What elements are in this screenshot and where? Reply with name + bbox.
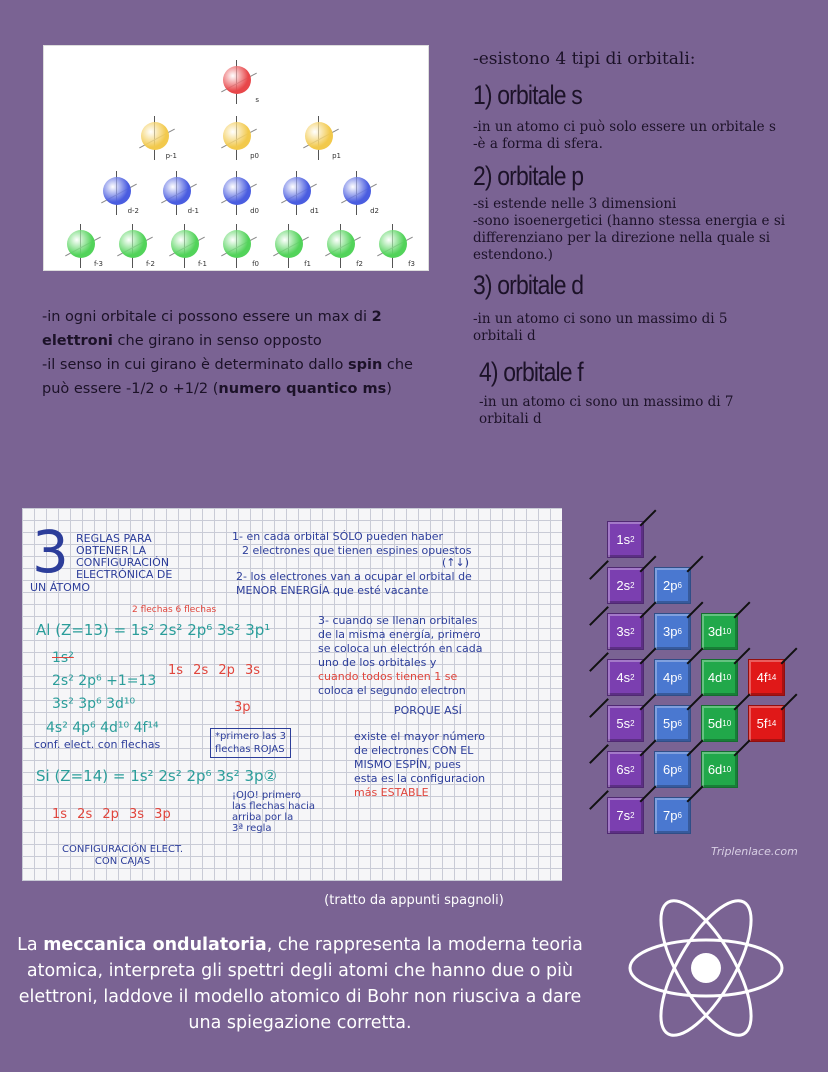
atom-icon [626,888,786,1048]
sublevel-5d: 5d 10 [701,705,738,742]
orbital-p-1 [133,116,175,158]
note-line: flechas ROJAS [215,744,285,755]
existe-line: existe el mayor número [354,730,485,743]
boxes-label: 1s 2s 2p 3s 3p [52,807,171,822]
existe-line: MISMO ESPÍN, pues [354,758,461,771]
orbital-row [44,116,428,158]
si-configuration: Si (Z=14) = 1s² 2s² 2p⁶ 3s² 3p② [36,767,277,785]
arrow-icon [589,744,609,764]
orbital-row [44,171,428,213]
note-line: *primero las 3 [215,731,286,742]
diagonal-line [640,510,657,527]
orbital-row [44,224,428,266]
orbital-d0 [215,171,257,213]
electron-spin-paragraph [42,305,422,401]
orbital-s [215,60,257,102]
ojo-note [232,790,315,834]
diagonal-line [734,740,751,757]
existe-line: de electrones CON EL [354,744,474,757]
orbital-types-column [473,48,813,428]
orbital-label: f-1 [197,260,207,268]
orbital-label: f-2 [145,260,155,268]
section-title-p: 2) orbitale p [473,161,584,191]
orbital-f0 [215,224,257,266]
sublevel-2s: 2s 2 [607,567,644,604]
rule2: 2- los electrones van a ocupar el orbital de [236,570,472,583]
rule2: MENOR ENERGÍA que esté vacante [236,584,429,597]
text: che girano in senso opposto [112,333,322,349]
section-d-line: -in un atomo ci sono un massimo di 5 orbitali d [473,311,728,344]
orbital-label: f0 [252,260,259,268]
existe-line: esta es la configuracion [354,772,486,785]
sublevel-5p: 5p 6 [654,705,691,742]
orbital-d-1 [155,171,197,213]
ojo-line: ¡OJO! primero [232,790,302,801]
section-p-line: -sono isoenergetici (hanno stessa energia e si differenziano per la direzione nella quale si estendono.) [473,213,786,263]
rule3-line: uno de los orbitales y [318,656,437,669]
orbital-d1 [275,171,317,213]
section-s-line: -in un atomo ci può solo essere un orbitale s [473,119,776,135]
rule3-line: se coloca un electrón en cada [318,642,483,655]
cajas-label [62,844,183,868]
rule3-line: coloca el segundo electron [318,684,466,697]
sublevel-6p: 6p 6 [654,751,691,788]
orbital-shapes-image [43,45,429,271]
orbital-d-2 [95,171,137,213]
note-box [210,728,291,758]
text: , che rappresenta la moderna teoria atomica, interpreta gli spettri degli atomi che hanno due o più elettroni, laddove il modello atomico di Bohr non riusciva a dare una spiegazione corretta. [18,935,583,1033]
big-number: 3 [32,518,69,586]
diagonal-rule: 1s² [52,650,74,666]
arrow-icon [589,652,609,672]
orbital-f3 [371,224,413,266]
orbital-label: s [255,96,259,104]
sublevel-7p: 7p 6 [654,797,691,834]
orbital-label: f3 [408,260,415,268]
text: ) [386,381,392,397]
orbital-label: f-3 [93,260,103,268]
sublevel-5s: 5s 2 [607,705,644,742]
bold-text: 2 elettroni [42,309,382,349]
orbital-label: p-1 [165,152,177,160]
notebook-photo [22,508,562,881]
text: La [17,935,44,955]
bold-text: spin [347,357,383,373]
sublevel-4d: 4d 10 [701,659,738,696]
boxes-label: 3p [234,700,251,715]
caption: (tratto da appunti spagnoli) [324,893,504,908]
diagonal-line [781,694,798,711]
diagonal-line [734,602,751,619]
intro-text: -esistono 4 tipi di orbitali: [473,49,696,69]
orbital-label: f2 [356,260,363,268]
orbital-f1 [267,224,309,266]
rule3 [318,614,482,698]
title-line: CONFIGURACIÓN [76,556,170,569]
text: che può essere -1/2 o +1/2 ( [42,357,413,397]
orbital-f-2 [111,224,153,266]
title-line: REGLAS PARA [76,532,152,545]
arrow-icon [589,790,609,810]
orbital-label: d1 [310,207,319,215]
rule1: (↑↓) [442,556,470,569]
sublevel-5f: 5f 14 [748,705,785,742]
diagonal-line [781,648,798,665]
rule1: 2 electrones que tienen espines opuestos [242,544,472,557]
diagonal-line [687,556,704,573]
porque-asi: PORQUE ASÍ [394,704,462,717]
sublevel-6s: 6s 2 [607,751,644,788]
sublevel-4p: 4p 6 [654,659,691,696]
section-title-f: 4) orbitale f [479,357,583,387]
orbital-f-1 [163,224,205,266]
sublevel-4f: 4f 14 [748,659,785,696]
orbital-label: f1 [304,260,311,268]
rule1: 1- en cada orbital SÓLO pueden haber [232,530,444,543]
diagonal-line [687,786,704,803]
boxes-label: 1s 2s 2p 3s [168,663,261,678]
diagonal-rule: 4s² 4p⁶ 4d¹⁰ 4f¹⁴ [46,720,159,736]
title-line: OBTENER LA [76,544,147,557]
orbital-p1 [297,116,339,158]
text: -in ogni orbitale ci possono essere un max di [42,309,372,325]
conf-label: conf. elect. con flechas [34,738,161,751]
arrow-icon [589,560,609,580]
diagonal-rule: 2s² 2p⁶ +1=13 [52,673,157,689]
bold-text: meccanica ondulatoria [43,935,267,955]
orbital-row [44,60,428,102]
sublevel-3p: 3p 6 [654,613,691,650]
orbital-d2 [335,171,377,213]
credit: Triplenlace.com [711,845,798,858]
diagonal-rule: 3s² 3p⁶ 3d¹⁰ [52,696,136,712]
orbital-label: p1 [332,152,341,160]
title-line: UN ÁTOMO [30,581,90,594]
sublevel-4s: 4s 2 [607,659,644,696]
ojo-line: 3ª regla [232,823,272,834]
arrow-icon [589,698,609,718]
section-title-d: 3) orbitale d [473,270,584,300]
al-configuration: Al (Z=13) = 1s² 2s² 2p⁶ 3s² 3p¹ [36,621,271,639]
ojo-line: arriba por la [232,812,294,823]
sublevel-3d: 3d 10 [701,613,738,650]
bold-text: numero quantico ms [218,381,387,397]
section-f-line: -in un atomo ci sono un massimo di 7 orbitali d [479,394,734,427]
existe-text [354,730,485,800]
cajas-line: CONFIGURACIÓN ELECT. [62,844,184,855]
existe-line: más ESTABLE [354,786,429,799]
cajas-line: CON CAJAS [94,856,151,867]
orbital-f-3 [59,224,101,266]
flechas-note: 2 flechas 6 flechas [132,605,217,615]
orbital-label: d2 [370,207,379,215]
sublevel-2p: 2p 6 [654,567,691,604]
rule3-line: 3- cuando se llenan orbitales [318,614,478,627]
section-title-s: 1) orbitale s [473,80,582,110]
text: -il senso in cui girano è determinato dallo [42,357,348,373]
section-s-line: -è a forma di sfera. [473,136,603,152]
orbital-label: d0 [250,207,259,215]
orbital-label: d-1 [187,207,199,215]
sublevel-6d: 6d 10 [701,751,738,788]
orbital-label: p0 [250,152,259,160]
orbital-p0 [215,116,257,158]
orbital-label: d-2 [127,207,139,215]
sublevel-3s: 3s 2 [607,613,644,650]
wave-mechanics-paragraph [10,932,590,1036]
sublevel-7s: 7s 2 [607,797,644,834]
sublevel-1s: 1s 2 [607,521,644,558]
arrow-icon [589,606,609,626]
rule3-line: cuando todos tienen 1 se [318,670,458,683]
rule3-line: de la misma energía, primero [318,628,481,641]
orbital-f2 [319,224,361,266]
ojo-line: las flechas hacia [232,801,315,812]
title-line: ELECTRÓNICA DE [76,568,173,581]
section-p-line: -si estende nelle 3 dimensioni [473,196,677,212]
